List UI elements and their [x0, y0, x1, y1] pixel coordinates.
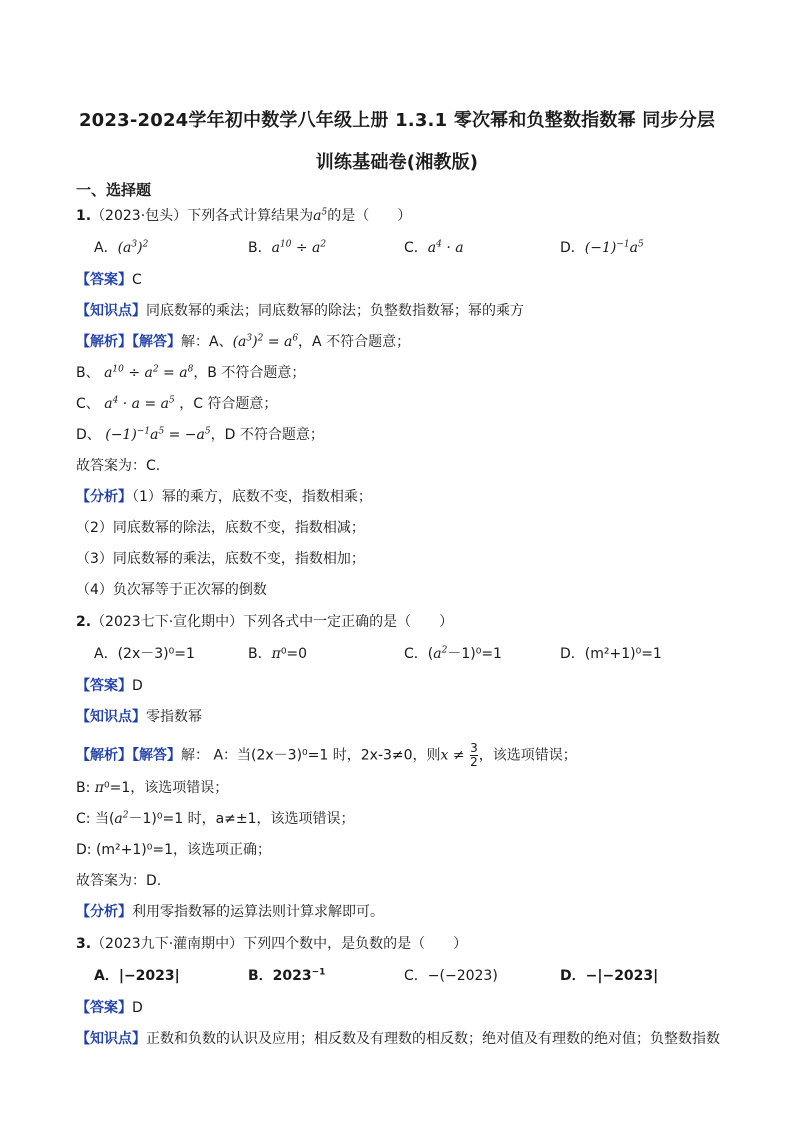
q2-solution-b: B: π⁰=1，该选项错误； — [76, 780, 229, 796]
q3-option-c: C．−(−2023) — [404, 968, 498, 984]
q1-method-3: （3）同底数幂的乘法，底数不变，指数相加； — [76, 551, 365, 567]
q2-solution-d: D: (m²+1)⁰=1，该选项正确； — [76, 842, 272, 858]
q3-option-a: A．|−2023| — [94, 968, 180, 984]
q2-solution-a: 【解析】【解答】解： A：当(2x－3)⁰=1 时，2x-3≠0，则x ≠ $\frac{3}{2}$ ，该选项错误； — [76, 741, 577, 769]
q1-option-a: A．$(a^3)^2$ — [94, 239, 149, 256]
doc-title-line1: 2023-2024学年初中数学八年级上册 1.3.1 零次幂和负整数指数幂 同步分层 — [78, 110, 716, 131]
q1-method-1: 【分析】（1）幂的乘方，底数不变，指数相乘； — [76, 489, 372, 505]
q3-option-b: B．$2023^{-1}$ — [248, 967, 326, 984]
q2-answer: 【答案】D — [76, 678, 143, 694]
q1-option-c: C．$a^4 \cdot a$ — [404, 239, 464, 256]
q2-option-a: A．(2x－3)⁰=1 — [94, 646, 195, 662]
question-2-stem: 2.（2023七下·宣化期中）下列各式中一定正确的是（ ） — [76, 614, 454, 630]
q2-option-c: C．$(a^2-1)^0=1$ — [404, 645, 502, 662]
question-3-stem: 3.（2023九下·灌南期中）下列四个数中，是负数的是（ ） — [76, 936, 468, 952]
q1-answer: 【答案】C — [76, 272, 142, 288]
q2-solution-c: C: 当$(a^2-1)^0=1$ 时，a≠±1，该选项错误； — [76, 810, 355, 827]
question-number: 1. — [76, 208, 92, 224]
q3-option-d: D．−|−2023| — [560, 968, 659, 984]
q1-method-2: （2）同底数幂的除法，底数不变，指数相减； — [76, 520, 365, 536]
q3-answer: 【答案】D — [76, 1000, 143, 1016]
question-number: 2. — [76, 614, 92, 630]
fraction-3-over-2: $\frac{3}{2}$ — [470, 741, 478, 769]
q1-method-4: （4）负次幂等于正次幂的倒数 — [76, 582, 267, 598]
q2-conclusion: 故答案为：D. — [76, 873, 162, 889]
q2-option-b: B．π⁰=0 — [248, 646, 308, 662]
q1-option-b: B．$a^{10} \div a^2$ — [248, 239, 327, 256]
q1-solution-d: D、 $(-1)^{-1}a^5 = -a^5$，D 不符合题意； — [76, 426, 324, 443]
section-heading: 一、选择题 — [76, 181, 152, 199]
q1-knowledge: 【知识点】同底数幂的乘法；同底数幂的除法；负整数指数幂；幂的乘方 — [76, 303, 524, 319]
q2-method: 【分析】利用零指数幂的运算法则计算求解即可。 — [76, 904, 384, 920]
question-1-stem: 1.（2023·包头）下列各式计算结果为$a^5$的是（ ） — [76, 207, 412, 224]
q1-conclusion: 故答案为：C. — [76, 458, 161, 474]
question-number: 3. — [76, 936, 92, 952]
q1-option-d: D．$(-1)^{-1}a^5$ — [560, 239, 644, 256]
q1-solution-b: B、 $a^{10} \div a^2 = a^8$，B 不符合题意； — [76, 364, 306, 381]
q2-knowledge: 【知识点】零指数幂 — [76, 709, 202, 725]
q3-knowledge: 【知识点】正数和负数的认识及应用；相反数及有理数的相反数；绝对值及有理数的绝对值；负整数指数 — [76, 1031, 720, 1047]
q1-solution-c: C、 $a^4 \cdot a = a^5$ ，C 符合题意； — [76, 395, 278, 412]
q1-solution-a: 【解析】【解答】解：A、$(a^3)^2 = a^6$，A 不符合题意； — [76, 333, 411, 350]
doc-title-line2: 训练基础卷(湘教版) — [315, 152, 479, 173]
q2-option-d: D．(m²+1)⁰=1 — [560, 646, 662, 662]
